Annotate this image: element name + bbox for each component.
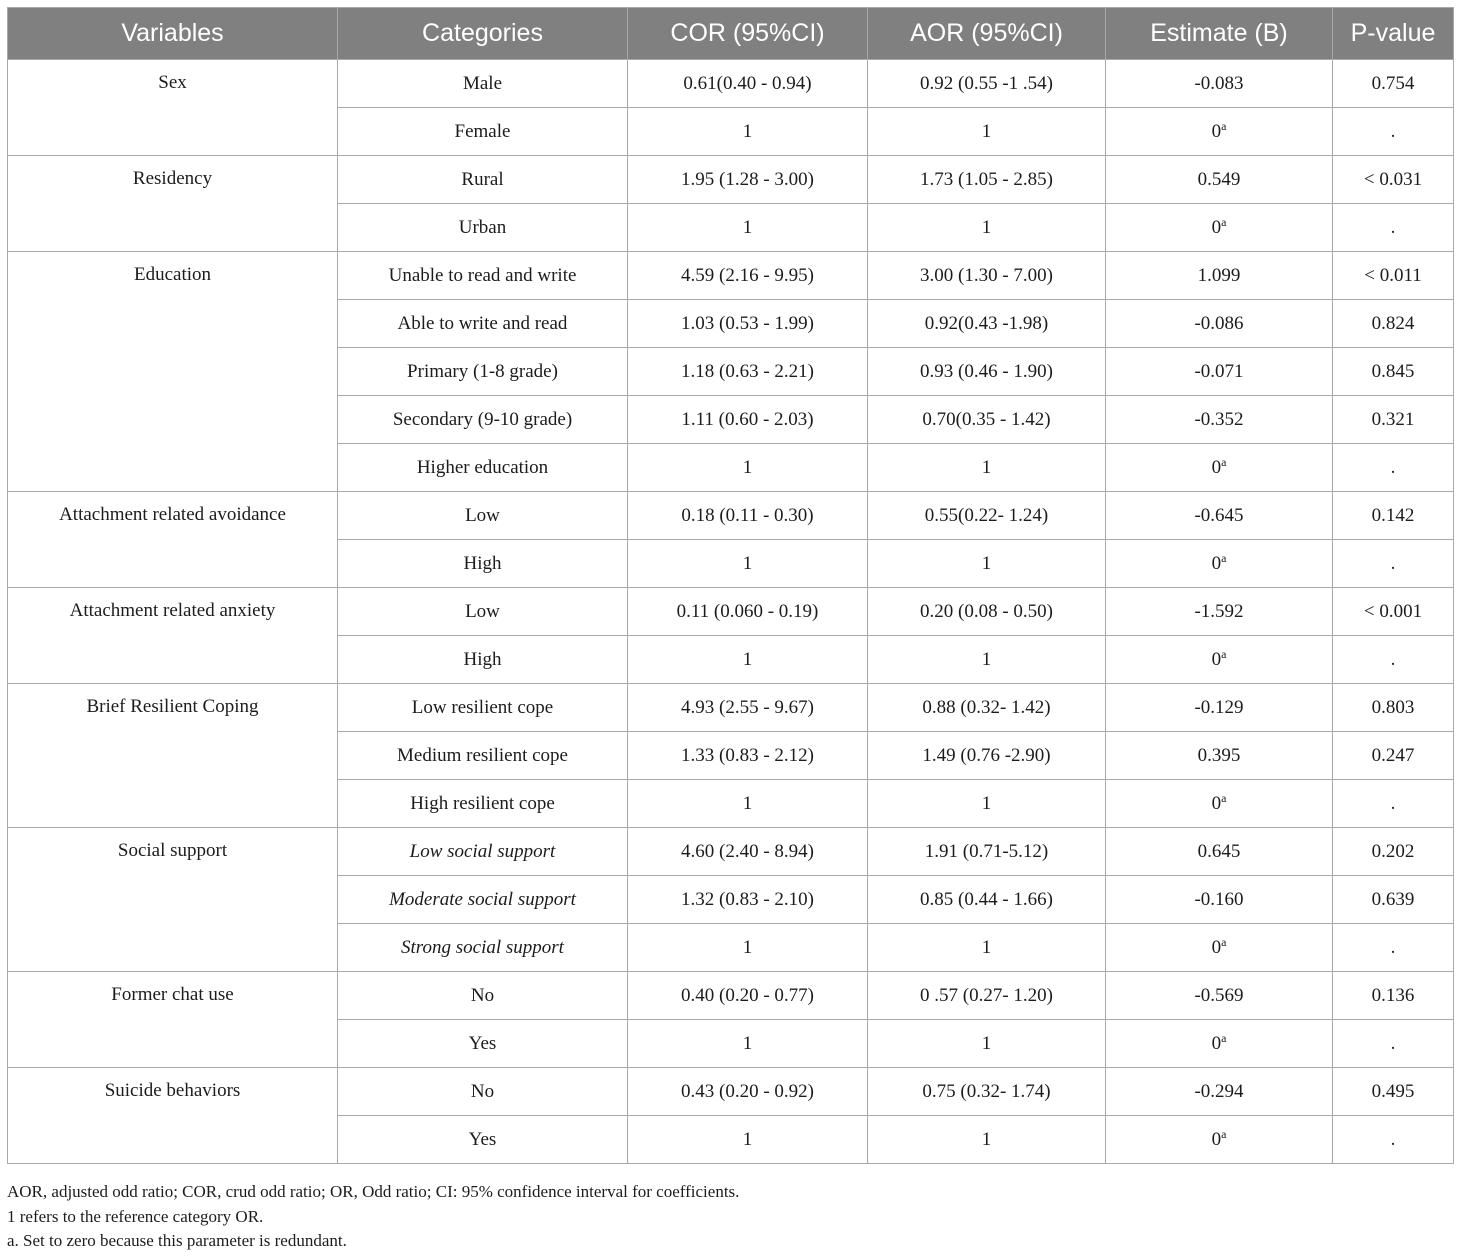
- aor-cell: 1.73 (1.05 - 2.85): [868, 156, 1106, 204]
- p-value-cell: .: [1333, 1020, 1454, 1068]
- estimate-cell: [1106, 348, 1333, 396]
- estimate-value: 0: [1211, 456, 1222, 478]
- category-cell: Able to write and read: [338, 300, 628, 348]
- estimate-value: 0: [1211, 1032, 1222, 1054]
- p-value-cell: .: [1333, 540, 1454, 588]
- aor-cell: 1: [868, 636, 1106, 684]
- footnote-redundant: a. Set to zero because this parameter is redundant.: [7, 1231, 347, 1250]
- cor-cell: 1.03 (0.53 - 1.99): [628, 300, 868, 348]
- header-estimate: Estimate (B): [1106, 8, 1333, 60]
- cor-cell: 1: [628, 780, 868, 828]
- variable-cell: Social support: [8, 828, 338, 972]
- estimate-value: -0.645: [1194, 504, 1244, 526]
- estimate-cell: [1106, 684, 1333, 732]
- cor-cell: 1.32 (0.83 - 2.10): [628, 876, 868, 924]
- p-value-cell: .: [1333, 924, 1454, 972]
- category-cell: Low: [338, 588, 628, 636]
- estimate-value: 0: [1211, 120, 1222, 142]
- cor-cell: 4.60 (2.40 - 8.94): [628, 828, 868, 876]
- p-value-cell: .: [1333, 444, 1454, 492]
- category-cell: High: [338, 636, 628, 684]
- aor-cell: 1: [868, 204, 1106, 252]
- header-aor: AOR (95%CI): [868, 8, 1106, 60]
- estimate-superscript: a: [1221, 1030, 1227, 1045]
- estimate-cell: [1106, 732, 1333, 780]
- estimate-value: -0.071: [1194, 360, 1244, 382]
- estimate-cell: [1106, 444, 1333, 492]
- estimate-cell: [1106, 924, 1333, 972]
- estimate-cell: [1106, 828, 1333, 876]
- estimate-superscript: a: [1221, 550, 1227, 565]
- estimate-cell: [1106, 108, 1333, 156]
- aor-cell: 0.85 (0.44 - 1.66): [868, 876, 1106, 924]
- estimate-value: 0: [1211, 936, 1222, 958]
- estimate-superscript: a: [1221, 118, 1227, 133]
- category-cell: Secondary (9-10 grade): [338, 396, 628, 444]
- estimate-value: 0: [1211, 648, 1222, 670]
- variable-cell: Residency: [8, 156, 338, 252]
- estimate-value: -0.569: [1194, 984, 1244, 1006]
- p-value-cell: 0.495: [1333, 1068, 1454, 1116]
- p-value-cell: 0.754: [1333, 60, 1454, 108]
- category-cell: [338, 876, 628, 924]
- estimate-cell: [1106, 540, 1333, 588]
- p-value-cell: 0.136: [1333, 972, 1454, 1020]
- p-value-cell: 0.803: [1333, 684, 1454, 732]
- p-value-cell: < 0.031: [1333, 156, 1454, 204]
- estimate-cell: [1106, 300, 1333, 348]
- cor-cell: 4.59 (2.16 - 9.95): [628, 252, 868, 300]
- category-cell: Yes: [338, 1020, 628, 1068]
- variable-cell: Education: [8, 252, 338, 492]
- category-cell: Low: [338, 492, 628, 540]
- estimate-value: -0.086: [1194, 312, 1244, 334]
- category-cell: High: [338, 540, 628, 588]
- p-value-cell: 0.639: [1333, 876, 1454, 924]
- cor-cell: 1: [628, 444, 868, 492]
- p-value-cell: .: [1333, 780, 1454, 828]
- estimate-cell: [1106, 876, 1333, 924]
- aor-cell: 1.91 (0.71-5.12): [868, 828, 1106, 876]
- aor-cell: 0 .57 (0.27- 1.20): [868, 972, 1106, 1020]
- variable-cell: Sex: [8, 60, 338, 156]
- category-cell: Low resilient cope: [338, 684, 628, 732]
- cor-cell: 1: [628, 1116, 868, 1164]
- estimate-cell: [1106, 588, 1333, 636]
- table-row: [8, 492, 1454, 540]
- estimate-value: 0: [1211, 1128, 1222, 1150]
- cor-cell: 0.11 (0.060 - 0.19): [628, 588, 868, 636]
- cor-cell: 1.95 (1.28 - 3.00): [628, 156, 868, 204]
- p-value-cell: 0.202: [1333, 828, 1454, 876]
- aor-cell: 0.88 (0.32- 1.42): [868, 684, 1106, 732]
- table-row: [8, 1068, 1454, 1116]
- variable-cell: Attachment related anxiety: [8, 588, 338, 684]
- estimate-value: 0.395: [1197, 744, 1241, 766]
- estimate-cell: [1106, 636, 1333, 684]
- estimate-value: -0.129: [1194, 696, 1244, 718]
- category-cell: Male: [338, 60, 628, 108]
- estimate-superscript: a: [1221, 790, 1227, 805]
- footnote-abbreviations: AOR, adjusted odd ratio; COR, crud odd ratio; OR, Odd ratio; CI: 95% confidence interval for coefficients.: [7, 1182, 740, 1201]
- cor-cell: 1: [628, 204, 868, 252]
- estimate-superscript: a: [1221, 1126, 1227, 1141]
- estimate-value: -0.160: [1194, 888, 1244, 910]
- category-cell: Yes: [338, 1116, 628, 1164]
- aor-cell: 1: [868, 444, 1106, 492]
- category-cell: High resilient cope: [338, 780, 628, 828]
- aor-cell: 1: [868, 924, 1106, 972]
- variable-cell: Attachment related avoidance: [8, 492, 338, 588]
- aor-cell: 0.93 (0.46 - 1.90): [868, 348, 1106, 396]
- estimate-value: 1.099: [1197, 264, 1241, 286]
- variable-cell: Suicide behaviors: [8, 1068, 338, 1164]
- table-row: [8, 252, 1454, 300]
- header-p-value: P-value: [1333, 8, 1454, 60]
- estimate-cell: [1106, 156, 1333, 204]
- estimate-cell: [1106, 396, 1333, 444]
- category-cell: Urban: [338, 204, 628, 252]
- cor-cell: 1: [628, 924, 868, 972]
- p-value-cell: 0.845: [1333, 348, 1454, 396]
- aor-cell: 1: [868, 540, 1106, 588]
- p-value-cell: .: [1333, 636, 1454, 684]
- p-value-cell: 0.142: [1333, 492, 1454, 540]
- header-cor: COR (95%CI): [628, 8, 868, 60]
- category-cell: No: [338, 972, 628, 1020]
- estimate-superscript: a: [1221, 454, 1227, 469]
- cor-cell: 0.61(0.40 - 0.94): [628, 60, 868, 108]
- cor-cell: 4.93 (2.55 - 9.67): [628, 684, 868, 732]
- category-cell: Primary (1-8 grade): [338, 348, 628, 396]
- cor-cell: 1: [628, 1020, 868, 1068]
- cor-cell: 1.18 (0.63 - 2.21): [628, 348, 868, 396]
- p-value-cell: < 0.011: [1333, 252, 1454, 300]
- estimate-cell: [1106, 780, 1333, 828]
- footnotes: [7, 1180, 1453, 1254]
- aor-cell: 1: [868, 780, 1106, 828]
- estimate-cell: [1106, 972, 1333, 1020]
- table-body: [8, 60, 1454, 1164]
- p-value-cell: .: [1333, 1116, 1454, 1164]
- aor-cell: 0.55(0.22- 1.24): [868, 492, 1106, 540]
- category-label: Low social support: [409, 840, 556, 862]
- table-row: [8, 972, 1454, 1020]
- aor-cell: 3.00 (1.30 - 7.00): [868, 252, 1106, 300]
- aor-cell: 1: [868, 108, 1106, 156]
- category-cell: No: [338, 1068, 628, 1116]
- category-cell: Unable to read and write: [338, 252, 628, 300]
- estimate-cell: [1106, 252, 1333, 300]
- aor-cell: 0.70(0.35 - 1.42): [868, 396, 1106, 444]
- estimate-superscript: a: [1221, 934, 1227, 949]
- aor-cell: 1: [868, 1116, 1106, 1164]
- estimate-cell: [1106, 492, 1333, 540]
- cor-cell: 0.43 (0.20 - 0.92): [628, 1068, 868, 1116]
- category-cell: Female: [338, 108, 628, 156]
- p-value-cell: 0.321: [1333, 396, 1454, 444]
- estimate-cell: [1106, 60, 1333, 108]
- estimate-value: -0.352: [1194, 408, 1244, 430]
- aor-cell: 0.92(0.43 -1.98): [868, 300, 1106, 348]
- cor-cell: 0.18 (0.11 - 0.30): [628, 492, 868, 540]
- cor-cell: 1: [628, 636, 868, 684]
- estimate-value: 0.645: [1197, 840, 1241, 862]
- cor-cell: 1.11 (0.60 - 2.03): [628, 396, 868, 444]
- table-container: [7, 7, 1453, 1164]
- table-row: [8, 156, 1454, 204]
- aor-cell: 0.92 (0.55 -1 .54): [868, 60, 1106, 108]
- estimate-superscript: a: [1221, 646, 1227, 661]
- category-cell: [338, 924, 628, 972]
- aor-cell: 0.75 (0.32- 1.74): [868, 1068, 1106, 1116]
- estimate-value: 0: [1211, 792, 1222, 814]
- p-value-cell: < 0.001: [1333, 588, 1454, 636]
- p-value-cell: .: [1333, 204, 1454, 252]
- category-cell: Medium resilient cope: [338, 732, 628, 780]
- regression-table: [7, 7, 1454, 1164]
- estimate-value: -0.294: [1194, 1080, 1244, 1102]
- p-value-cell: 0.824: [1333, 300, 1454, 348]
- cor-cell: 0.40 (0.20 - 0.77): [628, 972, 868, 1020]
- footnote-reference: 1 refers to the reference category OR.: [7, 1206, 264, 1226]
- cor-cell: 1: [628, 540, 868, 588]
- p-value-cell: .: [1333, 108, 1454, 156]
- variable-cell: Brief Resilient Coping: [8, 684, 338, 828]
- aor-cell: 1: [868, 1020, 1106, 1068]
- category-label: Moderate social support: [389, 888, 576, 910]
- estimate-superscript: a: [1221, 214, 1227, 229]
- table-row: [8, 588, 1454, 636]
- category-cell: [338, 828, 628, 876]
- estimate-value: -1.592: [1194, 600, 1244, 622]
- table-row: [8, 684, 1454, 732]
- header-variables: Variables: [8, 8, 338, 60]
- p-value-cell: 0.247: [1333, 732, 1454, 780]
- variable-cell: Former chat use: [8, 972, 338, 1068]
- aor-cell: 1.49 (0.76 -2.90): [868, 732, 1106, 780]
- estimate-value: 0: [1211, 552, 1222, 574]
- header-row: [8, 8, 1454, 60]
- category-label: Strong social support: [401, 936, 564, 958]
- estimate-value: -0.083: [1194, 72, 1244, 94]
- table-row: [8, 60, 1454, 108]
- estimate-value: 0: [1211, 216, 1222, 238]
- cor-cell: 1.33 (0.83 - 2.12): [628, 732, 868, 780]
- cor-cell: 1: [628, 108, 868, 156]
- header-categories: Categories: [338, 8, 628, 60]
- estimate-cell: [1106, 1116, 1333, 1164]
- table-row: [8, 828, 1454, 876]
- estimate-cell: [1106, 1020, 1333, 1068]
- aor-cell: 0.20 (0.08 - 0.50): [868, 588, 1106, 636]
- estimate-cell: [1106, 204, 1333, 252]
- category-cell: Higher education: [338, 444, 628, 492]
- estimate-cell: [1106, 1068, 1333, 1116]
- estimate-value: 0.549: [1197, 168, 1241, 190]
- category-cell: Rural: [338, 156, 628, 204]
